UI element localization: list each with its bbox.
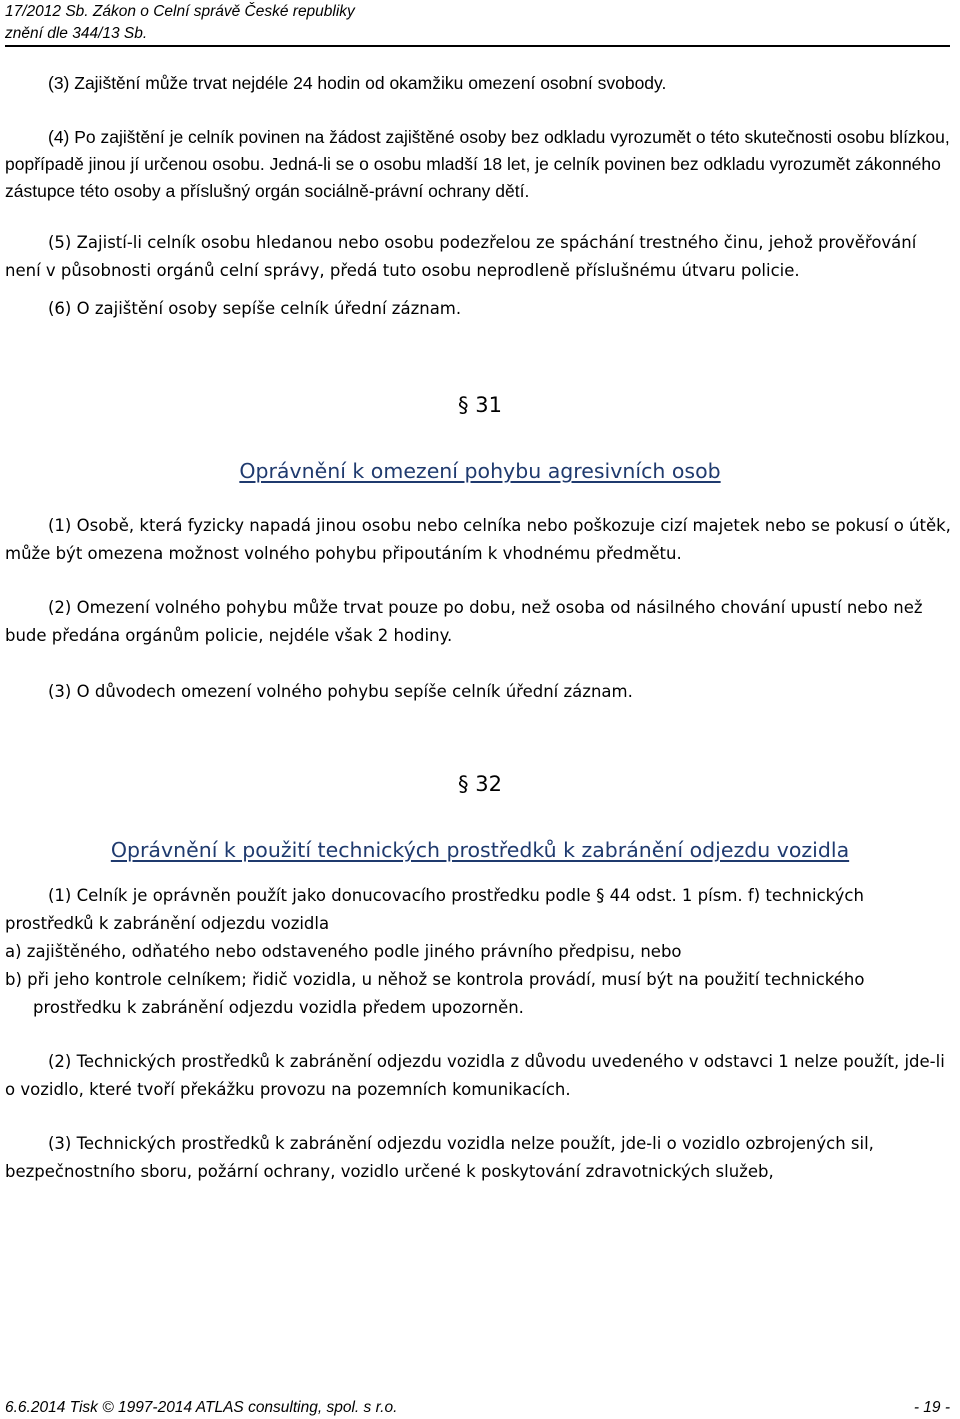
paragraph-32-2: (2) Technických prostředků k zabránění odjezdu vozidla z důvodu uvedeného v odstavci 1 nelze použít, jde-li o vozidlo, které tvoří překážku provozu na pozemních komunikacích. (5, 1052, 945, 1099)
paragraph-31-1: (1) Osobě, která fyzicky napadá jinou osobu nebo celníka nebo poškozuje cizí majetek nebo se pokusí o útěk, může být omezena možnost volného pohybu připoutáním k vhodnému předmětu. (5, 516, 951, 563)
footer-print-info: 6.6.2014 Tisk © 1997-2014 ATLAS consulting, spol. s r.o. (5, 1399, 398, 1416)
paragraph-32-1: (1) Celník je oprávněn použít jako donucovacího prostředku podle § 44 odst. 1 písm. f) technických prostředků k zabránění odjezdu vozidla (5, 886, 864, 933)
paragraph-32-3: (3) Technických prostředků k zabránění odjezdu vozidla nelze použít, jde-li o vozidlo ozbrojených sil, bezpečnostního sboru, požární ochrany, vozidlo určené k poskytování zdravotnických služeb, (5, 1134, 874, 1181)
page-header (5, 1, 945, 45)
list-item-a: a) zajištěného, odňatého nebo odstaveného podle jiného právního předpisu, nebo (5, 942, 682, 961)
paragraph-31-3: (3) O důvodech omezení volného pohybu sepíše celník úřední záznam. (48, 682, 633, 701)
list-item-b: b) při jeho kontrole celníkem; řidič vozidla, u něhož se kontrola provádí, musí být na použití technického prostředku k zabránění odjezdu vozidla předem upozorněn. (5, 970, 865, 1017)
paragraph-31-2: (2) Omezení volného pohybu může trvat pouze po dobu, než osoba od násilného chování upustí nebo než bude předána orgánům policie, nejdéle však 2 hodiny. (5, 598, 923, 645)
header-version: znění dle 344/13 Sb. (5, 25, 148, 42)
paragraph-30-3: (3) Zajištění může trvat nejdéle 24 hodin od okamžiku omezení osobní svobody. (48, 73, 667, 93)
section-31-title: Oprávnění k omezení pohybu agresivních osob (239, 459, 721, 483)
paragraph-30-5: (5) Zajistí-li celník osobu hledanou nebo osobu podezřelou ze spáchání trestného činu, jehož prověřování není v působnosti orgánů celní správy, předá tuto osobu neprodleně příslušnému útvaru policie. (5, 233, 917, 280)
section-32-number: § 32 (458, 772, 502, 796)
section-31-number: § 31 (458, 393, 502, 417)
page-number: - 19 - (913, 1399, 950, 1416)
header-divider (5, 45, 950, 47)
paragraph-30-4: (4) Po zajištění je celník povinen na žádost zajištěné osoby bez odkladu vyrozumět o této skutečnosti osobu blízkou, popřípadě jinou jí určenou osobu. Jedná-li se o osobu mladší 18 let, je celník povinen bez odkladu vyrozumět zákonného zástupce této osoby a příslušný orgán sociálně-právní ochrany dětí. (5, 127, 950, 201)
header-law-title: 17/2012 Sb. Zákon o Celní správě České republiky (5, 3, 355, 20)
document-body (5, 70, 955, 1186)
paragraph-30-6: (6) O zajištění osoby sepíše celník úřední záznam. (48, 299, 462, 318)
section-32-title: Oprávnění k použití technických prostředků k zabránění odjezdu vozidla (110, 838, 850, 862)
